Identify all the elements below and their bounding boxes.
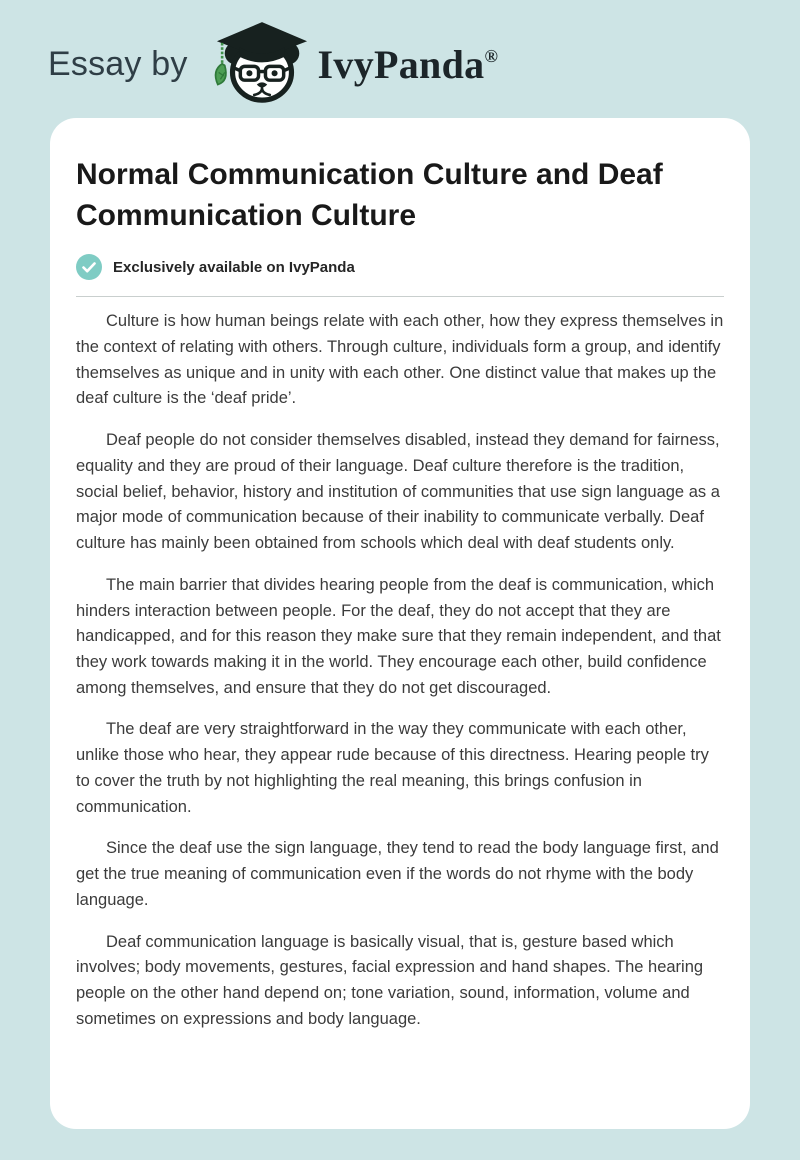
essay-paragraph: Deaf communication language is basically visual, that is, gesture based which involves; body movements, gestures, facial expression and hand shapes. The hearing people on the other hand depend on; tone variation, sound, information, volume and sometimes on expressions and body language.: [76, 932, 704, 1028]
exclusive-badge: [76, 254, 724, 280]
essay-paragraph: The main barrier that divides hearing people from the deaf is communication, which hinders interaction between people. For the deaf, they do not accept that they are handicapped, and for this reason they make sure that they remain independent, and that they work towards making it in the world. They encourage each other, build confidence among themselves, and ensure that they do not get discouraged.: [76, 575, 721, 697]
essay-body: [76, 309, 724, 1032]
brand-name: IvyPanda®: [317, 41, 499, 87]
check-icon: [76, 254, 102, 280]
ivypanda-panda-logo-icon: [210, 18, 314, 111]
exclusive-badge-label: Exclusively available on IvyPanda: [113, 258, 355, 276]
essay-card: [50, 118, 750, 1129]
page-header: [0, 0, 800, 104]
divider: [76, 296, 724, 297]
essay-paragraph: Deaf people do not consider themselves disabled, instead they demand for fairness, equality and they are proud of their language. Deaf culture therefore is the tradition, social belief, behavior, history and institution of communities that use sign language as a major mode of communication because of their inability to communicate verbally. Deaf culture has mainly been obtained from schools which deal with deaf students only.: [76, 431, 720, 553]
essay-paragraph: The deaf are very straightforward in the way they communicate with each other, unlike those who hear, they appear rude because of this directness. Hearing people try to cover the truth by not highlighting the real meaning, this brings confusion in communication.: [76, 720, 709, 816]
essay-by-label: Essay by: [48, 44, 188, 83]
registered-trademark: ®: [484, 45, 499, 66]
essay-paragraph: Culture is how human beings relate with each other, how they express themselves in the context of relating with others. Through culture, individuals form a group, and identify themselves as unique and in unity with each other. One distinct value that makes up the deaf culture is the ‘deaf pride’.: [76, 312, 724, 408]
essay-paragraph: Since the deaf use the sign language, they tend to read the body language first, and get the true meaning of communication even if the words do not rhyme with the body language.: [76, 839, 719, 909]
page-title: Normal Communication Culture and Deaf Communication Culture: [76, 158, 663, 233]
